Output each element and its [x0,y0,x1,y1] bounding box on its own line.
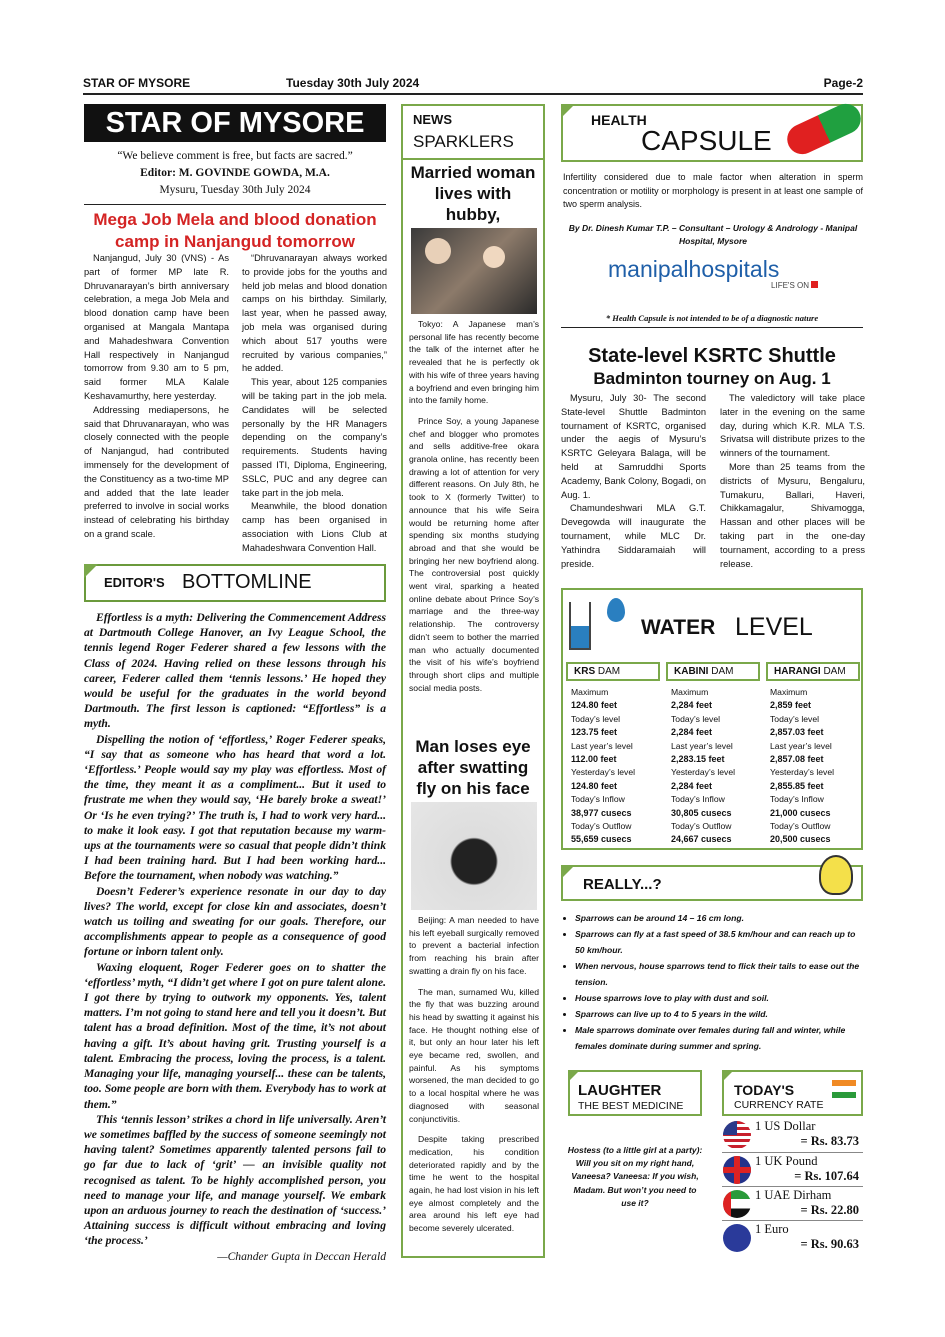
dam-column [571,686,663,847]
dam-label: Today’s Outflow [571,821,632,832]
mela-headline: Mega Job Mela and blood donation camp in Nanjangud tomorrow [93,210,377,251]
health-title: CAPSULE [641,125,772,156]
dam-value: 123.75 feet [571,727,618,738]
dam-name: KRS [574,666,596,677]
gauge-icon [569,602,591,650]
health-rule [561,327,863,328]
us-flag-icon [723,1121,751,1149]
dam-label: Maximum [671,687,709,697]
mela-para: “Dhruvanarayan always worked to provide jobs for the youths and held job melas and blood donation camps on his birthday. Similarly, last year, when he passed away, job mela was organised during which about 517 youths were recruited by various companies,” he added. [242,253,387,374]
story2-para: Beijing: A man needed to have his left eyeball surgically removed to prevent a bacterial infection from reaching his brain after swatting a drain fly on his face. [409,915,539,976]
ksrtc-para: More than 25 teams from the districts of Mysuru, Bengaluru, Tumakuru, Ballari, Haveri, Chikkamagalur, Shivamogga, Hassan and other places will be taking part in the one-day tournament, according to a press release. [720,461,865,569]
fact-item: • Sparrows can live up to 4 to 5 years in the wild. [575,1006,863,1022]
dam-suffix: DAM [711,666,734,677]
story2-body [409,914,539,1235]
health-byline: By Dr. Dinesh Kumar T.P. – Consultant – Urology & Andrology - Manipal Hospital, Mysore [568,223,858,246]
dam-label: Today’s Outflow [770,821,831,832]
mela-para: Nanjangud, July 30 (VNS) - As part of former MP late R. Dhruvanarayan’s birth anniversary celebration, a mega Job Mela and blood donation camp have been organised at Mangala Mantapa and Mahadeshwara Convention Hall respectively in Nanjangud tomorrow from 9.30 am to 5 pm, said former MLA Kalale Keshavamurthy, here yesterday. [84,253,229,401]
uae-flag-icon [723,1190,751,1218]
health-text: Infertility considered due to male factor when alteration in sperm concentration or motility or morphology is present in at least one sample of two sperm analysis. [563,172,863,209]
laughter-header [568,1070,702,1116]
bottomline-para: Waxing eloquent, Roger Federer goes on to shatter the ‘effortless’ myth, “I didn’t get where I got on pure talent alone. I got there by trying to outwork my opponents. Yes, talent matters. I’m not going to stand here and tell you it doesn’t. But talent has a broad definition. Most of the time, it’s not about having a gift. It’s about having grit. Trusting yourself is a talent. Embracing the process, loving the process, is a talent. Managing your life, managing yourself... these can be talents, too. Some people are born with them. Everybody has to work at them.” [84,960,386,1111]
mela-column-1 [84,252,229,542]
ksrtc-para: Mysuru, July 30- The second State-level Shuttle Badminton tournament of KSRTC, organised under the aegis of Mysuru’s KSRTC Geleyara Balaga, will be held at Samruddhi Sports Academy, Bank Colony, Bogadi, on Aug. 1. [561,393,706,500]
rate-row [755,1188,859,1218]
laughter-title: LAUGHTER [578,1082,662,1099]
dam-value: 124.80 feet [571,700,618,711]
dam-value: 2,857.08 feet [770,754,824,765]
story1-body [409,318,539,694]
currency-header [722,1070,863,1116]
rate-row [755,1222,859,1252]
dam-name: HARANGI [774,666,821,677]
india-flag-icon [832,1080,856,1098]
story1-headline: Married woman lives with hubby, [410,163,536,224]
bottomline-tag: EDITOR'S [104,575,165,590]
mela-para: Addressing mediapersons, he said that Dhruvanarayan, who was closely connected with the people of Nanjangud, had contributed immensely for the development of the Constituency as a two-time MP and added that the late leader preferred to involve in social works instead of celebrating his birthday on a grand scale. [84,404,229,539]
ksrtc-column-2 [720,392,865,571]
health-note: * Health Capsule is not intended to be of a diagnostic nature [605,313,819,323]
bottomline-body [84,610,386,1264]
news-tag: NEWS [413,112,452,127]
dam-value: 2,284 feet [671,727,713,738]
fact-item: • When nervous, house sparrows tend to flick their tails to ease out the tension. [575,958,863,990]
dam-label: Yesterday’s level [671,767,736,778]
dam-suffix: DAM [823,666,846,677]
dam-value: 2,857.03 feet [770,727,824,738]
dam-value: 2,284 feet [671,700,713,711]
bottomline-para: Effortless is a myth: Delivering the Commencement Address at Dartmouth College Hanover, an Ivy League School, the tennis legend Roger Federer shared a few lessons with the Class of 2024. Having relied on these lessons through his career, Federer called them ‘tennis lessons.’ He hoped they would be useful for the graduates in the world beyond Dartmouth. The first lesson is captioned: “Effortless” is a myth. [84,611,386,731]
couple-photo [411,228,537,314]
page-number: Page-2 [823,76,863,90]
rate-name: 1 UAE Dirham [755,1188,832,1202]
issue-date: Tuesday 30th July 2024 [286,76,420,90]
really-title: REALLY...? [583,876,662,893]
dam-value: 124.80 feet [571,780,618,791]
krs-tab [566,662,660,681]
mela-column-2 [242,252,387,556]
facts-list [563,910,863,1054]
dam-value: 24,667 cusecs [671,834,732,845]
dam-label: Today’s level [571,713,621,724]
story1-para: Tokyo: A Japanese man’s personal life has recently become the talk of the internet after he revealed that he is perfectly ok with his wife of three years having a boyfriend and even bringing him into the family home. [409,319,539,406]
dam-column [671,686,763,847]
dam-label: Today’s Inflow [770,794,824,805]
dam-value: 2,284 feet [671,780,713,791]
laughter-sub: THE BEST MEDICINE [578,1100,684,1112]
ksrtc-column-1 [561,392,706,571]
ksrtc-subhead: Badminton tourney on Aug. 1 [593,369,831,388]
page-header [83,76,863,92]
dam-value: 38,977 cusecs [571,807,632,818]
water-drop-icon [607,598,625,622]
manipal-logo [608,256,818,300]
rate-value: = Rs. 22.80 [800,1203,859,1217]
bottomline-header [84,564,386,602]
dam-label: Maximum [571,687,609,697]
dam-label: Last year’s level [770,740,832,751]
ksrtc-headline: State-level KSRTC Shuttle [588,345,836,367]
story2-para: The man, surnamed Wu, killed the fly that was buzzing around his head by swatting it against his face. He thought nothing else of it, but only an hour later his left eye became red, swollen, and painful. As his symptoms worsened, the man decided to go to a local hospital where he was diagnosed with seasonal conjunctivitis. [409,986,539,1124]
editor-line: Editor: M. GOVINDE GOWDA, M.A. [140,167,330,179]
mela-para: This year, about 125 companies will be taking part in the job mela. Candidates will be selected personally by the HR Managers depending on the company’s requirements. Students having passed ITI, Diploma, Engineering, SSLC, PUC and any degree can take part in the job mela. [242,377,387,498]
rate-value: = Rs. 83.73 [800,1134,859,1148]
motto: “We believe comment is free, but facts are sacred.” [117,150,353,162]
mela-para: Meanwhile, the blood donation camp has been organised in association with Lions Club at Mahadeshwara Convention Hall. [242,501,387,553]
eu-flag-icon [723,1224,751,1252]
dam-label: Yesterday’s level [770,767,835,778]
masthead-info [84,148,386,199]
dam-value: 20,500 cusecs [770,834,831,845]
logo-part: hospitals [688,256,780,282]
really-header [561,865,863,901]
harangi-tab [766,662,860,681]
ksrtc-para: The valedictory will take place later in the evening on the same day, during which K.R. MLA T.S. Srivatsa will distribute prizes to the winners of the tournament. [720,393,865,459]
fact-item: • Sparrows can fly at a fast speed of 38.5 km/hour and can reach up to 50 km/hour. [575,926,863,958]
dam-label: Maximum [770,687,808,697]
water-title-2: LEVEL [735,613,813,641]
fly-photo [411,802,537,910]
corner-accent [568,1070,580,1082]
joke-text: Hostess (to a little girl at a party): Will you sit on my right hand, Vaneesa? Vaneesa: If you wish, Madam. But won’t you need to use it? [567,1145,703,1208]
fact-item: • Male sparrows dominate over females during fall and winter, while females dominate during summer and spring. [575,1022,863,1054]
face-shape [425,238,451,264]
health-header [561,104,863,162]
rate-value: = Rs. 90.63 [800,1237,859,1251]
rate-divider [722,1152,863,1153]
dam-value: 2,855.85 feet [770,780,824,791]
bottomline-para: Dispelling the notion of ‘effortless,’ Roger Federer speaks, “I say that as someone who has heard that word a lot. ‘Effortless.’ People would say my play was effortless. Most of the time, they meant it as a compliment... But it used to frustrate me when they would say, ‘He barely broke a sweat!’ Or ‘Is he even trying?’ The truth is, I had to work very hard... to make it look easy. I got that reputation because my warm-ups at the tournaments were so casual that people didn’t think I had been training hard. But I had been working hard... Before the tournament, when nobody was watching.” [84,732,386,883]
story2-headline: Man loses eye after swatting fly on his face [415,737,531,798]
dam-label: Today’s level [770,713,820,724]
face-shape [483,246,505,268]
plus-icon [811,281,818,288]
dam-value: 112.00 feet [571,754,617,765]
rate-row [755,1119,859,1149]
dam-label: Last year’s level [571,740,633,751]
rate-name: 1 UK Pound [755,1154,818,1168]
dam-column [770,686,862,847]
logo-part: manipal [608,256,689,282]
rate-divider [722,1220,863,1221]
fact-item: • Sparrows can be around 14 – 16 cm long. [575,910,863,926]
paper-name: STAR OF MYSORE [83,76,191,90]
news-title: SPARKLERS [413,132,514,151]
kabini-tab [666,662,760,681]
corner-accent [84,564,98,578]
dam-value: 21,000 cusecs [770,807,831,818]
story1-para: Prince Soy, a young Japanese chef and blogger who promotes and sells additive-free okara granola online, has recently been drawing a lot of attention for very different reasons. On July 8th, he took to X (formerly Twitter) to announce that his wife Seira would be returning home after spending six months studying abroad and that she would be bringing her new boyfriend along. The controversial post quickly went viral, sparking a heated online debate about Prince Soy’s marriage and the three-way relationship. The controversy didn’t seem to bother the married man who actually documented the visit of his wife’s boyfriend through short clips and multiple social media posts. [409,415,539,693]
rate-value: = Rs. 107.64 [794,1169,859,1183]
dam-value: 30,805 cusecs [671,807,732,818]
corner-accent [561,104,575,118]
dam-value: 55,659 cusecs [571,834,632,845]
header-rule [83,93,863,95]
dam-value: 2,859 feet [770,700,812,711]
dam-label: Today’s Outflow [671,821,732,832]
bottomline-para: Doesn’t Federer’s experience resonate in our day to day lives? The world, except for close kin and associates, doesn’t watch us toiling and sweating for our goals. Therefore, our accomplishments appear to people as a consequence of good fortune or inborn talent only. [84,884,386,959]
pill-icon [782,99,865,159]
masthead-logo: STAR OF MYSORE [84,104,386,142]
uk-flag-icon [723,1156,751,1184]
dam-name: KABINI [674,666,709,677]
rate-name: 1 Euro [755,1222,789,1236]
bottomline-credit: —Chander Gupta in Deccan Herald [217,1249,386,1263]
rate-divider [722,1186,863,1187]
fact-item: • House sparrows love to play with dust and soil. [575,990,863,1006]
masthead-rule [84,204,386,205]
bottomline-para: This ‘tennis lesson’ strikes a chord in life universally. Aren’t we sometimes baffled by the success of someone seemingly not having talent? Sometimes apparently talented persons fail to go far due to lack of ‘grit’ — an invisible quality not recognised as talent. To be highly accomplished person, you need to manage your life, and manage yourself. We embark upon an arduous journey to reach the destination of ‘success.’ Attaining success is difficult without embracing and loving ‘the process.’ [84,1112,386,1248]
dam-suffix: DAM [597,666,621,677]
currency-title: TODAY'S [734,1082,795,1098]
news-sparklers-box [401,104,545,1258]
corner-accent [722,1070,734,1082]
lightbulb-icon [819,855,853,895]
story2-para: Despite taking prescribed medication, his condition deteriorated rapidly and by the time he went to the hospital again, he had lost vision in his left eye almost completely and the area around his left eye had become severely ulcerated. [409,1134,539,1234]
dam-label: Yesterday’s level [571,767,636,778]
rate-row [755,1154,859,1184]
ksrtc-para: Chamundeshwari MLA G.T. Devegowda will inaugurate the tournament, while MLC Dr. Yathindra Siddaramaiah will preside. [561,503,706,569]
news-rule [403,158,543,160]
health-tag: HEALTH [591,112,647,128]
dam-label: Today’s level [671,713,721,724]
currency-sub: CURRENCY RATE [734,1099,824,1111]
dam-label: Last year’s level [671,740,733,751]
dam-label: Today’s Inflow [571,794,625,805]
dam-label: Today’s Inflow [671,794,725,805]
logo-tagline: LIFE'S ON [608,281,818,290]
rate-name: 1 US Dollar [755,1119,816,1133]
dam-value: 2,283.15 feet [671,754,725,765]
water-title: WATER [641,616,716,639]
corner-accent [561,865,575,879]
dateline: Mysuru, Tuesday 30th July 2024 [159,184,311,196]
bottomline-title: BOTTOMLINE [182,571,312,593]
